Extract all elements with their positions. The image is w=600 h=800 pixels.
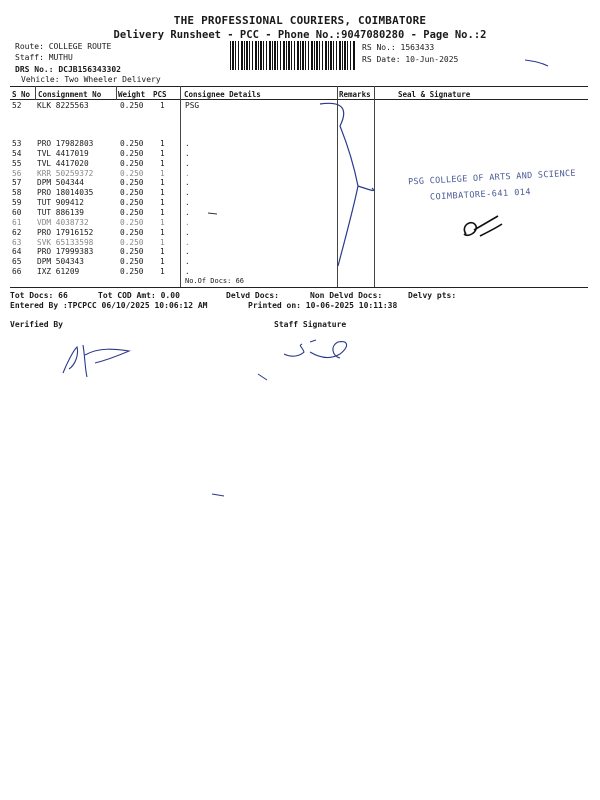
row-details: . xyxy=(185,207,190,217)
header-seal: Seal & Signature xyxy=(398,90,471,99)
college-stamp-line1: PSG COLLEGE OF ARTS AND SCIENCE xyxy=(407,168,577,188)
vehicle-label: Vehicle: Two Wheeler Delivery xyxy=(21,75,161,84)
row-details: . xyxy=(185,198,190,208)
row-details: . xyxy=(185,217,190,227)
row-sno: 52 xyxy=(12,101,22,110)
row-details: . xyxy=(185,257,190,267)
row-consignment: PRO 17999383 xyxy=(37,247,94,257)
pen-speck xyxy=(210,490,230,500)
row-details: . xyxy=(185,267,190,277)
row-details: . xyxy=(185,148,190,158)
header-remarks: Remarks xyxy=(339,90,371,99)
row-consignment: KLK 8225563 xyxy=(37,101,89,110)
row-sno: 61 xyxy=(12,217,22,227)
row-consignment: TVL 4417019 xyxy=(37,148,89,158)
tot-cod-amt: Tot COD Amt: 0.00 xyxy=(98,291,180,300)
row-consignment: PRO 17916152 xyxy=(37,227,94,237)
rs-number: RS No.: 1563433 xyxy=(362,43,435,52)
header-consignee: Consignee Details xyxy=(184,90,261,99)
table-row xyxy=(0,101,600,111)
runsheet-subtitle: Delivery Runsheet - PCC - Phone No.:9047080280 - Page No.:2 xyxy=(113,29,487,41)
receiver-signature xyxy=(458,212,508,246)
row-consignment: TUT 909412 xyxy=(37,198,84,208)
pen-bracket-mark xyxy=(318,96,388,286)
row-consignment: PRO 17982803 xyxy=(37,139,94,148)
table-row xyxy=(0,149,600,159)
row-pcs: 1 xyxy=(160,267,165,277)
row-pcs: 1 xyxy=(160,178,165,188)
table-header-rule xyxy=(10,99,588,100)
row-sno: 62 xyxy=(12,227,22,237)
header-consignment: Consignment No xyxy=(38,90,102,99)
table-top-rule xyxy=(10,86,588,87)
row-sno: 59 xyxy=(12,198,22,208)
staff-label: Staff: MUTHU xyxy=(15,53,73,62)
row-pcs: 1 xyxy=(160,158,165,168)
row-details: PSG xyxy=(185,101,200,110)
row-sno: 55 xyxy=(12,158,22,168)
row-details: . xyxy=(185,139,190,148)
row-weight: 0.250 xyxy=(120,168,144,178)
row-consignment: DPM 504343 xyxy=(37,257,84,267)
row-sno: 64 xyxy=(12,247,22,257)
row-pcs: 1 xyxy=(160,207,165,217)
row-details: . xyxy=(185,158,190,168)
row-pcs: 1 xyxy=(160,139,165,148)
header-pcs: PCS xyxy=(153,90,167,99)
non-delvd-docs: Non Delvd Docs: xyxy=(310,291,383,300)
row-sno: 63 xyxy=(12,237,22,247)
col-divider xyxy=(35,86,36,100)
row-weight: 0.250 xyxy=(120,158,144,168)
row-pcs: 1 xyxy=(160,101,165,110)
table-row xyxy=(0,218,600,228)
row-consignment: IXZ 61209 xyxy=(37,267,80,277)
table-row xyxy=(0,238,600,248)
table-row xyxy=(0,247,600,257)
row-details: . xyxy=(185,227,190,237)
row-details: . xyxy=(185,247,190,257)
row-weight: 0.250 xyxy=(120,237,144,247)
table-bottom-rule xyxy=(10,287,588,288)
row-pcs: 1 xyxy=(160,247,165,257)
no-of-docs: No.Of Docs: 66 xyxy=(185,277,245,285)
row-details: . xyxy=(185,168,190,178)
row-sno: 60 xyxy=(12,207,22,217)
entered-by: Entered By :TPCPCC 06/10/2025 10:06:12 AM xyxy=(10,301,208,310)
rs-date: RS Date: 10-Jun-2025 xyxy=(362,55,459,64)
college-stamp-line2: COIMBATORE-641 014 xyxy=(429,187,532,203)
printed-on: Printed on: 10-06-2025 10:11:38 xyxy=(248,301,398,310)
row-weight: 0.250 xyxy=(120,267,144,277)
row-details: . xyxy=(185,188,190,198)
table-row xyxy=(0,267,600,277)
row-consignment: DPM 504344 xyxy=(37,178,84,188)
delvd-docs: Delvd Docs: xyxy=(226,291,279,300)
pen-dash-mark xyxy=(522,52,552,72)
row-weight: 0.250 xyxy=(120,247,144,257)
row-consignment: PRO 18014035 xyxy=(37,188,94,198)
verifier-signature xyxy=(55,335,135,385)
row-sno: 57 xyxy=(12,178,22,188)
barcode xyxy=(230,41,355,70)
row-sno: 54 xyxy=(12,148,22,158)
row-sno: 65 xyxy=(12,257,22,267)
row-weight: 0.250 xyxy=(120,227,144,237)
table-row xyxy=(0,228,600,238)
row-weight: 0.250 xyxy=(120,139,144,148)
verified-by-label: Verified By xyxy=(10,320,63,329)
row-pcs: 1 xyxy=(160,227,165,237)
row-pcs: 1 xyxy=(160,237,165,247)
company-title: THE PROFESSIONAL COURIERS, COIMBATORE xyxy=(173,14,427,27)
row-consignment: VDM 4038732 xyxy=(37,217,89,227)
col-divider xyxy=(116,86,117,100)
pen-speck xyxy=(207,211,219,217)
row-sno: 53 xyxy=(12,139,22,148)
staff-signature xyxy=(280,336,360,368)
pen-speck xyxy=(255,370,275,386)
table-row xyxy=(0,198,600,208)
row-sno: 56 xyxy=(12,168,22,178)
delvy-pts: Delvy pts: xyxy=(408,291,457,300)
drs-number: DRS No.: DCJB156343302 xyxy=(15,65,121,74)
row-pcs: 1 xyxy=(160,148,165,158)
row-weight: 0.250 xyxy=(120,198,144,208)
row-weight: 0.250 xyxy=(120,257,144,267)
table-row xyxy=(0,257,600,267)
row-sno: 66 xyxy=(12,267,22,277)
row-pcs: 1 xyxy=(160,198,165,208)
header-weight: Weight xyxy=(118,90,146,99)
row-details: . xyxy=(185,178,190,188)
row-weight: 0.250 xyxy=(120,178,144,188)
row-consignment: TVL 4417020 xyxy=(37,158,89,168)
row-weight: 0.250 xyxy=(120,207,144,217)
row-weight: 0.250 xyxy=(120,101,144,110)
row-sno: 58 xyxy=(12,188,22,198)
table-row xyxy=(0,159,600,169)
row-consignment: SVK 65133598 xyxy=(37,237,94,247)
row-pcs: 1 xyxy=(160,168,165,178)
row-pcs: 1 xyxy=(160,217,165,227)
row-pcs: 1 xyxy=(160,188,165,198)
tot-docs: Tot Docs: 66 xyxy=(10,291,68,300)
table-row xyxy=(0,139,600,149)
table-row xyxy=(0,208,600,218)
row-weight: 0.250 xyxy=(120,188,144,198)
row-consignment: KRR 50259372 xyxy=(37,168,94,178)
route-label: Route: COLLEGE ROUTE xyxy=(15,42,112,51)
row-weight: 0.250 xyxy=(120,217,144,227)
row-details: . xyxy=(185,237,190,247)
row-pcs: 1 xyxy=(160,257,165,267)
staff-signature-label: Staff Signature xyxy=(274,320,347,329)
row-consignment: TUT 886139 xyxy=(37,207,84,217)
header-sno: S No xyxy=(12,90,31,99)
row-weight: 0.250 xyxy=(120,148,144,158)
